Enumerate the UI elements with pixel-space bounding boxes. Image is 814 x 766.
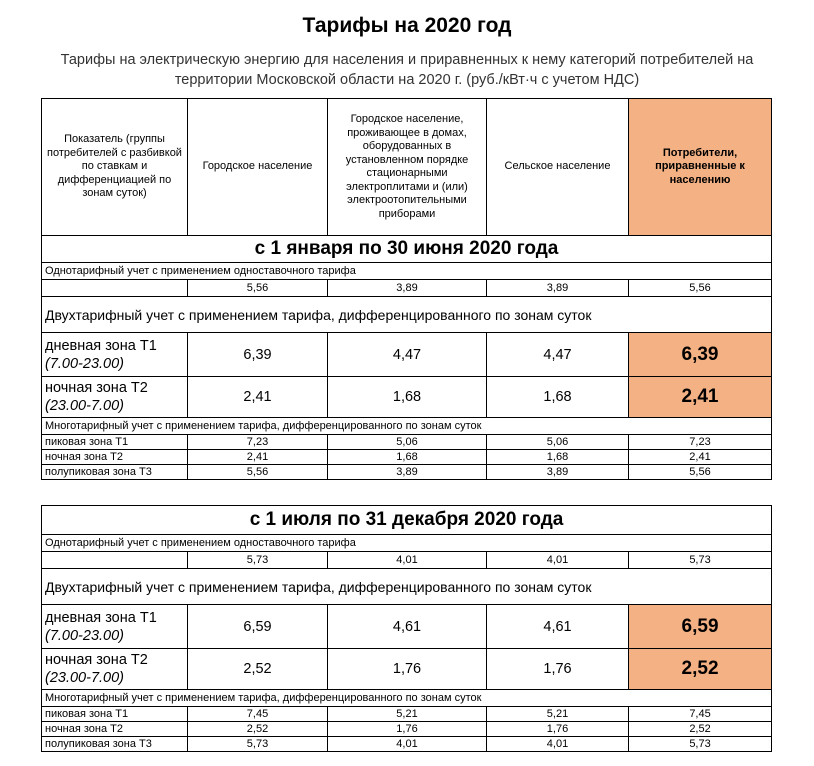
- dual-tariff-label: Двухтарифный учет с применением тарифа, дифференцированного по зонам суток: [42, 569, 772, 605]
- value-cell-highlight: 6,39: [629, 333, 772, 377]
- header-urban: Городское население: [188, 99, 328, 236]
- value-cell: 5,73: [629, 552, 772, 569]
- value-cell: 1,76: [487, 649, 629, 690]
- night-zone-label: ночная зона Т2 (23.00-7.00): [42, 377, 188, 418]
- night-zone-label: ночная зона Т2: [42, 722, 188, 737]
- empty-cell: [42, 552, 188, 569]
- value-cell: 5,56: [188, 465, 328, 480]
- multi-tariff-label: Многотарифный учет с применением тарифа, дифференцированного по зонам суток: [42, 690, 772, 707]
- period-title: с 1 июля по 31 декабря 2020 года: [42, 506, 772, 535]
- value-cell: 1,76: [487, 722, 629, 737]
- day-zone-label: дневная зона Т1 (7.00-23.00): [42, 605, 188, 649]
- half-peak-zone-label: полупиковая зона Т3: [42, 737, 188, 752]
- value-cell: 4,47: [487, 333, 629, 377]
- value-cell: 5,56: [188, 280, 328, 297]
- value-cell: 4,01: [487, 737, 629, 752]
- value-cell: 3,89: [328, 280, 487, 297]
- header-urban-electric: Городское население, проживающее в домах, оборудованных в установленном порядке стационарными электроплитами и (или) электроотопительными приборами: [328, 99, 487, 236]
- value-cell: 4,01: [328, 737, 487, 752]
- value-cell: 1,68: [328, 450, 487, 465]
- value-cell: 1,68: [487, 377, 629, 418]
- value-cell: 3,89: [328, 465, 487, 480]
- value-cell-highlight: 2,52: [629, 649, 772, 690]
- value-cell: 2,41: [629, 450, 772, 465]
- single-tariff-label: Однотарифный учет с применением одноставочного тарифа: [42, 535, 772, 552]
- value-cell: 4,61: [328, 605, 487, 649]
- peak-zone-label: пиковая зона Т1: [42, 435, 188, 450]
- value-cell: 5,73: [188, 552, 328, 569]
- value-cell: 5,56: [629, 280, 772, 297]
- value-cell: 5,06: [487, 435, 629, 450]
- value-cell: 4,47: [328, 333, 487, 377]
- value-cell: 6,59: [188, 605, 328, 649]
- night-zone-label: ночная зона Т2 (23.00-7.00): [42, 649, 188, 690]
- value-cell: 5,21: [328, 707, 487, 722]
- value-cell: 4,01: [487, 552, 629, 569]
- value-cell: 5,73: [188, 737, 328, 752]
- value-cell-highlight: 6,59: [629, 605, 772, 649]
- value-cell: 4,01: [328, 552, 487, 569]
- peak-zone-label: пиковая зона Т1: [42, 707, 188, 722]
- value-cell: 5,56: [629, 465, 772, 480]
- header-equivalent: Потребители, приравненные к населению: [629, 99, 772, 236]
- multi-tariff-label: Многотарифный учет с применением тарифа, дифференцированного по зонам суток: [42, 418, 772, 435]
- tariff-table-h1: [41, 98, 772, 480]
- day-zone-label: дневная зона Т1 (7.00-23.00): [42, 333, 188, 377]
- tariff-table-h2: [41, 505, 772, 752]
- value-cell: 7,45: [188, 707, 328, 722]
- value-cell: 2,41: [188, 450, 328, 465]
- value-cell: 7,23: [188, 435, 328, 450]
- night-zone-label: ночная зона Т2: [42, 450, 188, 465]
- value-cell: 2,52: [188, 649, 328, 690]
- value-cell: 5,06: [328, 435, 487, 450]
- page-title: Тарифы на 2020 год: [302, 14, 512, 37]
- value-cell: 7,23: [629, 435, 772, 450]
- value-cell: 1,68: [328, 377, 487, 418]
- dual-tariff-label: Двухтарифный учет с применением тарифа, дифференцированного по зонам суток: [42, 297, 772, 333]
- single-tariff-label: Однотарифный учет с применением одноставочного тарифа: [42, 263, 772, 280]
- empty-cell: [42, 280, 188, 297]
- value-cell: 4,61: [487, 605, 629, 649]
- value-cell: 1,76: [328, 649, 487, 690]
- value-cell: 2,52: [188, 722, 328, 737]
- value-cell-highlight: 2,41: [629, 377, 772, 418]
- value-cell: 1,76: [328, 722, 487, 737]
- value-cell: 5,73: [629, 737, 772, 752]
- period-title: с 1 января по 30 июня 2020 года: [42, 236, 772, 263]
- value-cell: 7,45: [629, 707, 772, 722]
- value-cell: 6,39: [188, 333, 328, 377]
- value-cell: 2,52: [629, 722, 772, 737]
- half-peak-zone-label: полупиковая зона Т3: [42, 465, 188, 480]
- header-indicator: Показатель (группы потребителей с разбивкой по ставкам и дифференциацией по зонам суток): [42, 99, 188, 236]
- value-cell: 2,41: [188, 377, 328, 418]
- value-cell: 1,68: [487, 450, 629, 465]
- page-subtitle: Тарифы на электрическую энергию для населения и приравненных к нему категорий потребителей на территории Московской области на 2020 г. (руб./кВт·ч с учетом НДС): [60, 52, 754, 88]
- value-cell: 5,21: [487, 707, 629, 722]
- header-rural: Сельское население: [487, 99, 629, 236]
- value-cell: 3,89: [487, 465, 629, 480]
- value-cell: 3,89: [487, 280, 629, 297]
